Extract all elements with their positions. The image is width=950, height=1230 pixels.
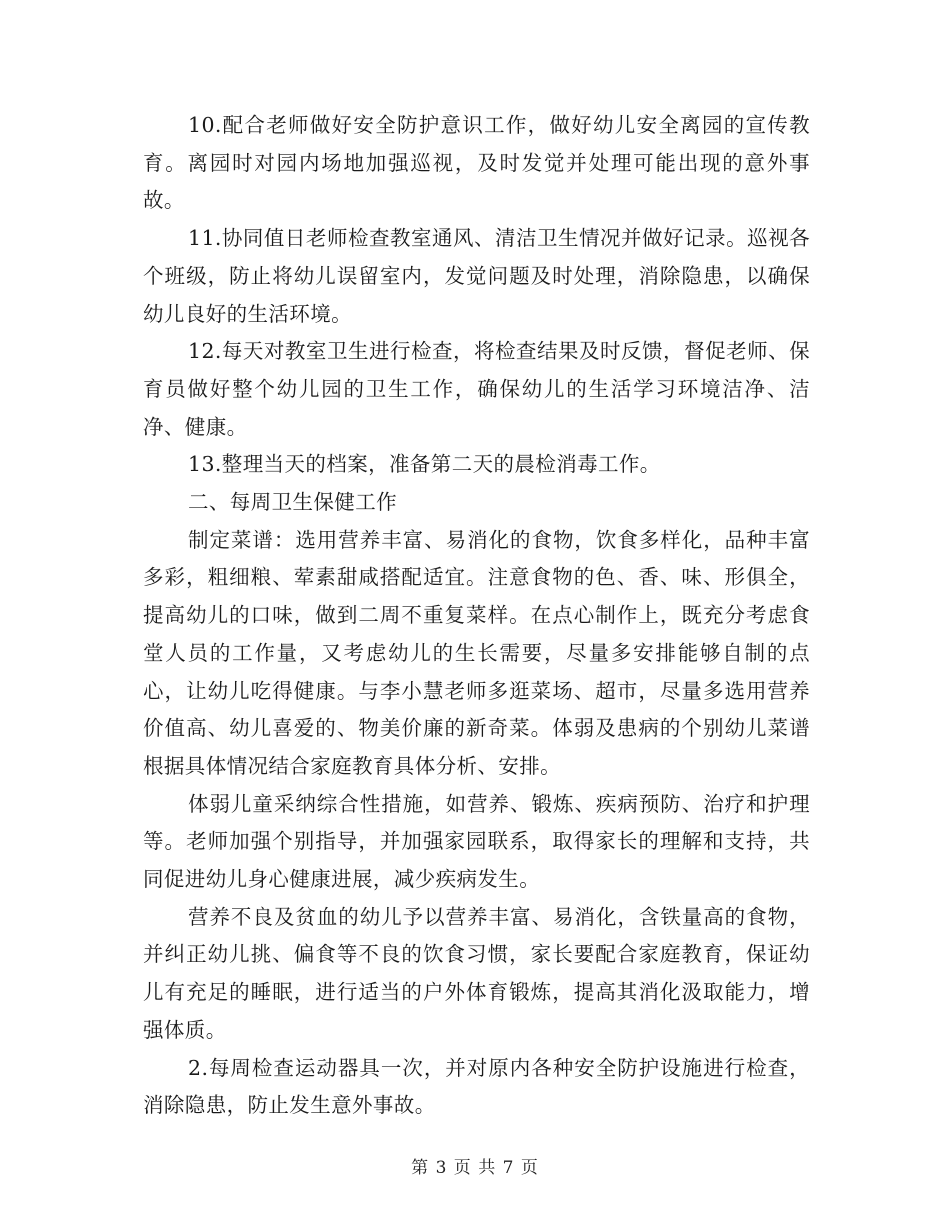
paragraph-malnutrition: 营养不良及贫血的幼儿予以营养丰富、易消化，含铁量高的食物，并纠正幼儿挑、偏食等不良的饮食习惯，家长要配合家庭教育，保证幼儿有充足的睡眠，进行适当的户外体育锻炼，提高其消化汲取能力，增强体质。 <box>143 904 810 1042</box>
paragraph-item-11: 11.协同值日老师检查教室通风、清洁卫生情况并做好记录。巡视各个班级，防止将幼儿误留室内，发觉问题及时处理，消除隐患，以确保幼儿良好的生活环境。 <box>143 226 810 326</box>
page-number: 第 3 页 共 7 页 <box>411 1158 539 1178</box>
paragraph-item-12: 12.每天对教室卫生进行检查，将检查结果及时反馈，督促老师、保育员做好整个幼儿园的卫生工作，确保幼儿的生活学习环境洁净、洁净、健康。 <box>143 339 810 439</box>
paragraph-item-13: 13.整理当天的档案，准备第二天的晨检消毒工作。 <box>188 452 661 477</box>
paragraph-weekly-inspection: 2.每周检查运动器具一次，并对原内各种安全防护设施进行检查，消除隐患，防止发生意外事故。 <box>143 1055 810 1118</box>
paragraph-menu-planning: 制定菜谱：选用营养丰富、易消化的食物，饮食多样化，品种丰富多彩，粗细粮、荤素甜咸搭配适宜。注意食物的色、香、味、形俱全，提高幼儿的口味，做到二周不重复菜样。在点心制作上，既充分考虑食堂人员的工作量，又考虑幼儿的生长需要，尽量多安排能够自制的点心，让幼儿吃得健康。与李小慧老师多逛菜场、超市，尽量多选用营养价值高、幼儿喜爱的、物美价廉的新奇菜。体弱及患病的个别幼儿菜谱根据具体情况结合家庭教育具体分析、安排。 <box>143 527 810 778</box>
document-body <box>143 107 810 1125</box>
paragraph-item-10: 10.配合老师做好安全防护意识工作，做好幼儿安全离园的宣传教育。离园时对园内场地加强巡视，及时发觉并处理可能出现的意外事故。 <box>143 113 810 213</box>
paragraph-weak-children: 体弱儿童采纳综合性措施，如营养、锻炼、疾病预防、治疗和护理等。老师加强个别指导，并加强家园联系，取得家长的理解和支持，共同促进幼儿身心健康进展，减少疾病发生。 <box>143 791 810 892</box>
section-heading-weekly: 二、每周卫生保健工作 <box>188 490 397 515</box>
